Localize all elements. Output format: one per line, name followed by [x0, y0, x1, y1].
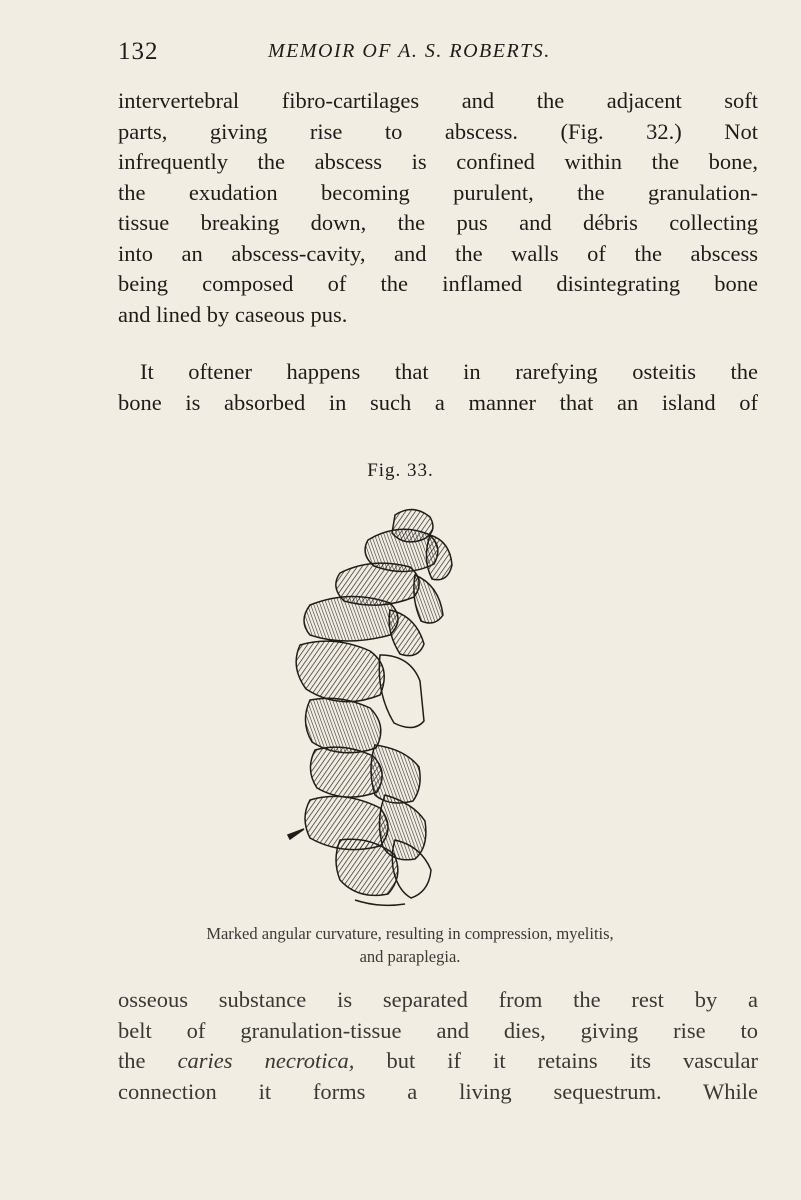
caption-line: Marked angular curvature, resulting in compression, myelitis,	[206, 924, 614, 943]
text-line	[118, 1046, 758, 1077]
paragraph-3	[118, 985, 758, 1107]
text-line: belt of granulation-tissue and dies, giving rise to	[118, 1017, 758, 1043]
running-title: MEMOIR OF A. S. ROBERTS.	[268, 40, 551, 62]
caption-line: and paraplegia.	[359, 947, 461, 966]
paragraph-2	[118, 357, 758, 418]
text-line: bone is absorbed in such a manner that an island of	[118, 389, 758, 415]
text-line: the exudation becoming purulent, the granulation-	[118, 179, 758, 205]
running-head	[118, 38, 758, 78]
paragraph-1	[118, 86, 758, 330]
text-line: and lined by caseous pus.	[118, 301, 348, 327]
figure-label: Fig. 33.	[367, 460, 434, 481]
text-line: connection it forms a living sequestrum. While	[118, 1078, 758, 1104]
text-line: into an abscess-cavity, and the walls of the abscess	[118, 240, 758, 266]
spine-illustration	[280, 495, 470, 915]
text-line: It oftener happens that in rarefying osteitis the	[140, 359, 758, 384]
text-line: tissue breaking down, the pus and débris collecting	[118, 210, 758, 235]
figure-caption	[100, 922, 720, 968]
text-line: osseous substance is separated from the rest by a	[118, 987, 758, 1012]
text-line: intervertebral fibro-cartilages and the adjacent soft	[118, 88, 758, 113]
text-line: being composed of the inflamed disintegrating bone	[118, 271, 758, 296]
text-fragment: the	[118, 1048, 178, 1073]
text-line: infrequently the abscess is confined within the bone,	[118, 149, 758, 174]
text-line: parts, giving rise to abscess. (Fig. 32.) Not	[118, 118, 758, 144]
text-fragment: but if it retains its vascular	[354, 1048, 758, 1073]
page-number: 132	[118, 38, 159, 65]
italic-term: caries necrotica,	[177, 1048, 355, 1073]
